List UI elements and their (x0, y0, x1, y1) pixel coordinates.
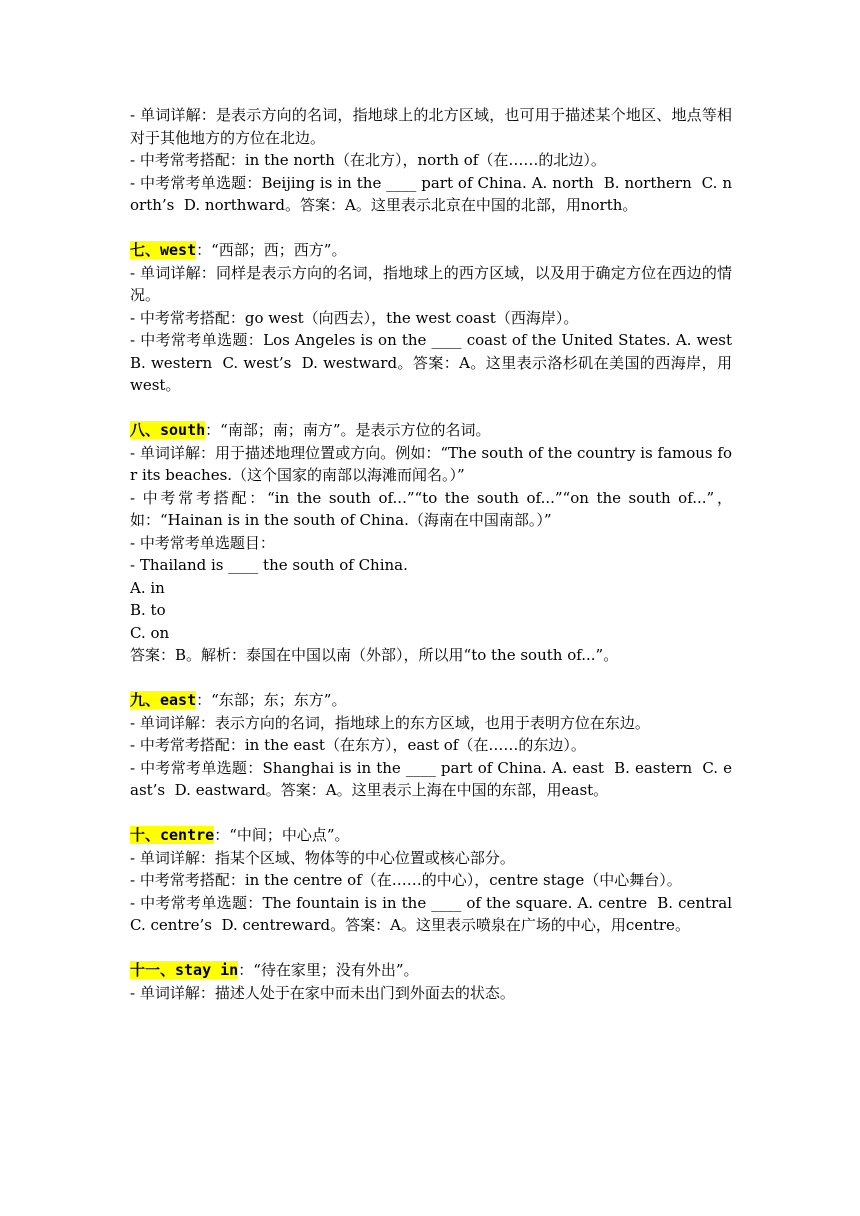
east-question: - 中考常考单选题：Shanghai is in the ____ part of China. A. east B. eastern C. east’s D. eastward。答案：A。这里表示上海在中国的东部，用east。 (130, 758, 732, 799)
east-section (130, 689, 732, 802)
north-detail: - 单词详解：是表示方向的名词，指地球上的北方区域，也可用于描述某个地区、地点等相对于其他地方的方位在北边。 (130, 106, 732, 147)
west-detail: - 单词详解：同样是表示方向的名词，指地球上的西方区域，以及用于确定方位在西边的情况。 (130, 263, 732, 304)
east-collocation: - 中考常考搭配：in the east（在东方），east of（在……的东边）。 (130, 736, 586, 754)
west-section (130, 239, 742, 397)
south-heading-key: 八、south (130, 421, 206, 439)
stayin-detail: - 单词详解：描述人处于在家中而未出门到外面去的状态。 (130, 983, 515, 1002)
north-collocation: - 中考常考搭配：in the north（在北方），north of（在……的北边）。 (130, 151, 606, 169)
west-heading-rest: ：“西部；西；西方”。 (196, 241, 347, 259)
south-detail: - 单词详解：用于描述地理位置或方向。例如：“The south of the country is famous for its beaches.（这个国家的南部以海滩而闻名。）” (130, 443, 732, 484)
west-collocation: - 中考常考搭配：go west（向西去），the west coast（西海岸）。 (130, 308, 579, 327)
south-question-title: - 中考常考单选题目： (130, 533, 275, 552)
south-heading-rest: ：“南部；南；南方”。是表示方位的名词。 (205, 421, 491, 439)
north-section (130, 104, 732, 217)
east-detail: - 单词详解：表示方向的名词，指地球上的东方区域，也用于表明方位在东边。 (130, 713, 650, 732)
west-heading (130, 239, 732, 262)
south-section (130, 419, 732, 667)
stayin-heading (130, 959, 732, 982)
south-option-b: B. to (130, 601, 166, 619)
centre-heading (130, 824, 732, 847)
south-question: - Thailand is ____ the south of China. (130, 556, 408, 574)
centre-section (130, 824, 742, 937)
document-page (130, 104, 742, 1004)
east-heading-key: 九、east (130, 691, 197, 709)
centre-collocation: - 中考常考搭配：in the centre of（在……的中心），centre stage（中心舞台）。 (130, 871, 682, 889)
east-heading-rest: ：“东部；东；东方”。 (196, 691, 347, 709)
stayin-section (130, 959, 732, 1004)
centre-question: - 中考常考单选题：The fountain is in the ____ of the square. A. centre B. central C. centre’s D. centreward。答案：A。这里表示喷泉在广场的中心，用centre。 (130, 893, 742, 934)
centre-heading-rest: ：“中间；中心点”。 (214, 826, 350, 844)
centre-detail: - 单词详解：指某个区域、物体等的中心位置或核心部分。 (130, 848, 515, 867)
south-heading (130, 419, 732, 442)
west-question: - 中考常考单选题：Los Angeles is on the ____ coast of the United States. A. west B. western C. west’s D. westward。答案：A。这里表示洛杉矶在美国的西海岸，用west。 (130, 331, 742, 394)
stayin-heading-rest: ：“待在家里；没有外出”。 (238, 961, 419, 979)
west-heading-key: 七、west (130, 241, 197, 259)
south-collocation: - 中考常考搭配：“in the south of...”“to the south of...”“on the south of...”，如：“Hainan is in the south of China.（海南在中国南部。）” (130, 488, 732, 529)
south-option-a: A. in (130, 578, 165, 597)
stayin-heading-key: 十一、stay in (130, 961, 239, 979)
south-option-c: C. on (130, 623, 170, 642)
centre-heading-key: 十、centre (130, 826, 215, 844)
east-heading (130, 689, 732, 712)
north-question: - 中考常考单选题：Beijing is in the ____ part of China. A. north B. northern C. north’s D. northward。答案：A。这里表示北京在中国的北部，用north。 (130, 173, 732, 214)
south-answer: 答案：B。解析：泰国在中国以南（外部），所以用“to the south of...”。 (130, 646, 619, 664)
